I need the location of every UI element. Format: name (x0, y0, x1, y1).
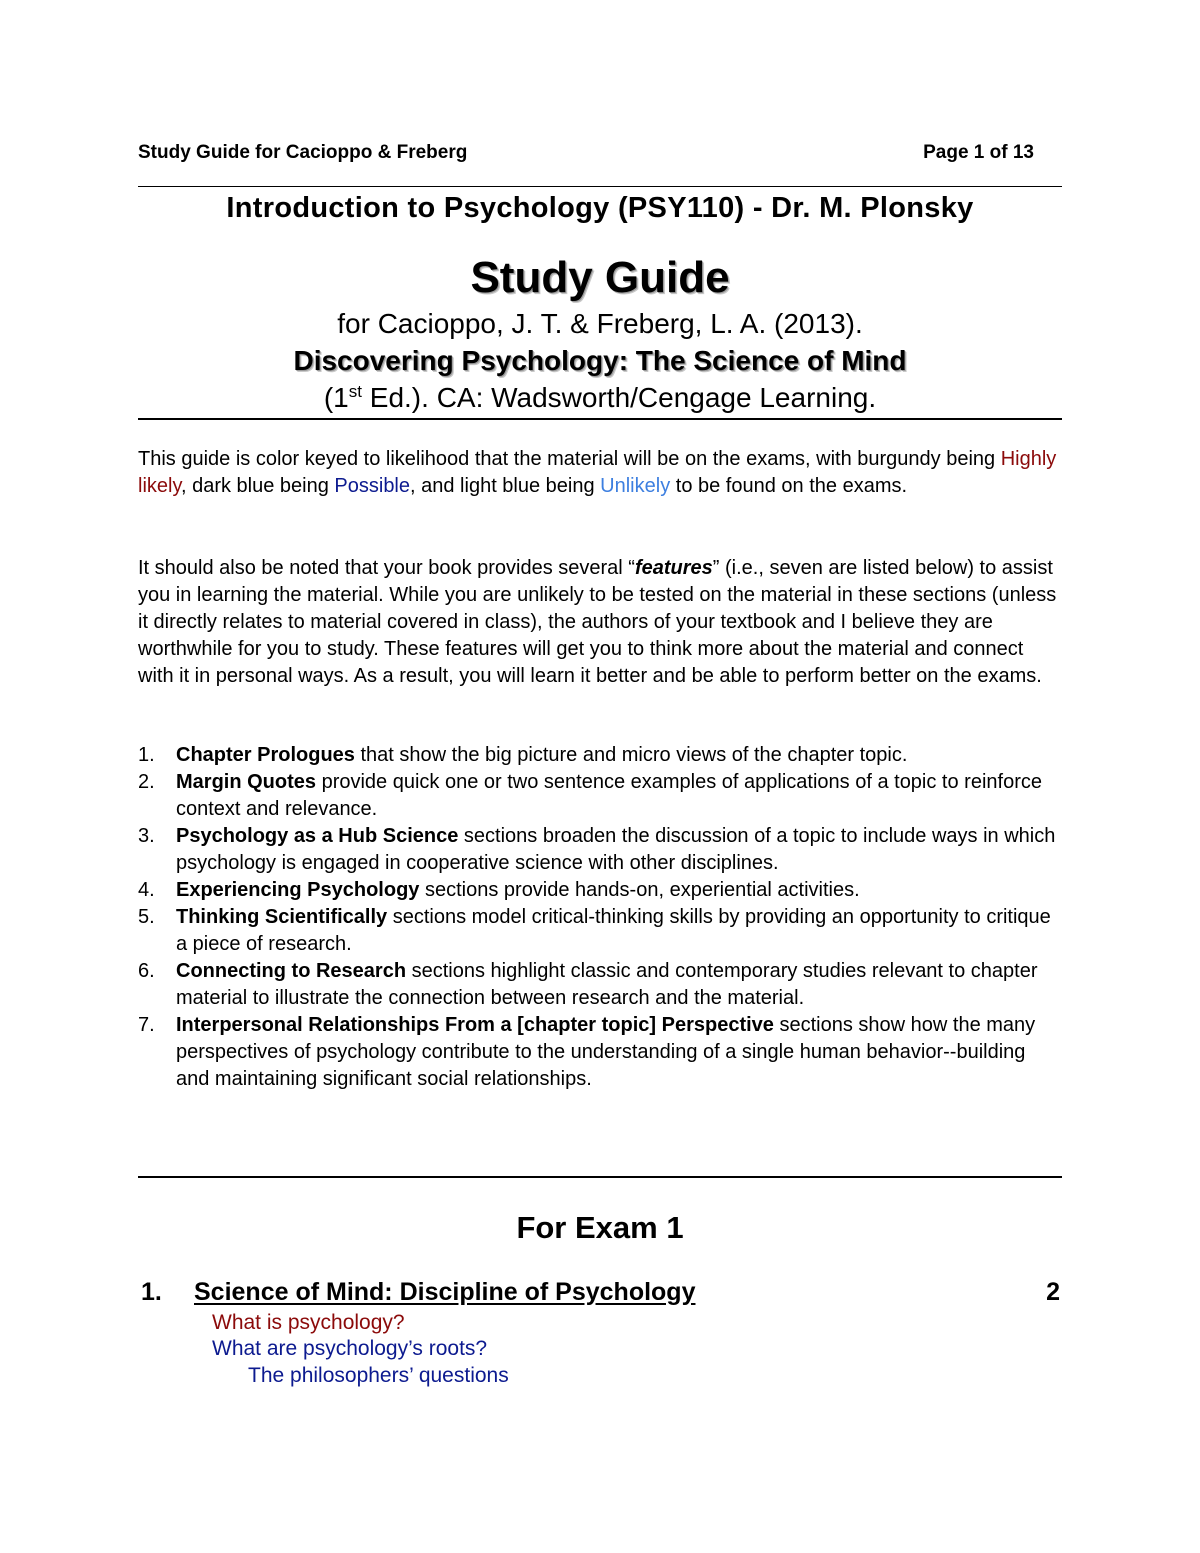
feature-name: Connecting to Research (176, 960, 407, 982)
list-item: 2. Margin Quotes provide quick one or two sentence examples of applications of a topic to reinforce context and relevance. (138, 771, 1042, 820)
page-header (138, 142, 1062, 164)
title-divider (138, 418, 1062, 420)
feature-name: Margin Quotes (176, 771, 317, 793)
highly-likely-label: Highly likely (138, 448, 1057, 497)
course-title: Introduction to Psychology (PSY110) - Dr. M. Plonsky (226, 192, 974, 224)
feature-name: Chapter Prologues (176, 744, 355, 766)
list-item: 1. Chapter Prologues that show the big picture and micro views of the chapter topic. (138, 744, 908, 766)
chapter-number: 1. (141, 1278, 162, 1306)
document-page (138, 0, 1062, 1553)
list-item: 3. Psychology as a Hub Science sections broaden the discussion of a topic to include ways in which psychology is engaged in cooperative science with other disciplines. (138, 825, 1056, 874)
topic-item: What is psychology? (212, 1311, 405, 1334)
reference-edition: (1st Ed.). CA: Wadsworth/Cengage Learning. (323, 382, 877, 413)
topic-item: What are psychology’s roots? (212, 1337, 488, 1360)
reference-book-title: Discovering Psychology: The Science of Mind (293, 345, 907, 376)
guide-title: Study Guide (470, 253, 730, 302)
header-guide-title: Study Guide for Cacioppo & Freberg (138, 142, 468, 163)
list-item: 4. Experiencing Psychology sections provide hands-on, experiential activities. (138, 879, 860, 901)
feature-name: Interpersonal Relationships From a [chapter topic] Perspective (176, 1014, 774, 1036)
feature-name: Psychology as a Hub Science (176, 825, 459, 847)
features-list (138, 742, 1062, 1093)
feature-name: Thinking Scientifically (176, 906, 388, 928)
header-page-number: Page 1 of 13 (923, 142, 1034, 163)
list-item: 5. Thinking Scientifically sections model critical-thinking skills by providing an opportunity to critique a piece of research. (138, 906, 1051, 955)
chapter-title: Science of Mind: Discipline of Psychology (194, 1278, 696, 1306)
features-emphasis: features (634, 557, 713, 579)
color-key-paragraph: This guide is color keyed to likelihood that the material will be on the exams, with burgundy being Highly likely, dark blue being Possible, and light blue being Unlikely to be found on the exams. (138, 448, 1057, 497)
chapter-page-number: 2 (1046, 1278, 1060, 1306)
subtopic-item: The philosophers’ questions (248, 1364, 509, 1387)
unlikely-label: Unlikely (600, 475, 671, 497)
exam-heading: For Exam 1 (516, 1210, 684, 1245)
list-item: 7. Interpersonal Relationships From a [chapter topic] Perspective sections show how the many perspectives of psychology contribute to the understanding of a single human behavior--building and maintaining significant social relationships. (138, 1014, 1036, 1090)
header-divider (138, 186, 1062, 187)
list-item: 6. Connecting to Research sections highlight classic and contemporary studies relevant to chapter material to illustrate the connection between research and the material. (138, 960, 1038, 1009)
reference-authors: for Cacioppo, J. T. & Freberg, L. A. (2013). (337, 308, 863, 339)
possible-label: Possible (334, 475, 411, 497)
features-intro-paragraph: It should also be noted that your book provides several “features” (i.e., seven are listed below) to assist you in learning the material. While you are unlikely to be tested on the material in these sections (unless it directly relates to material covered in class), the authors of your textbook and I believe they are worthwhile for you to study. These features will get you to think more about the material and connect with it in personal ways. As a result, you will learn it better and be able to perform better on the exams. (138, 557, 1057, 687)
edition-superscript: st (348, 382, 362, 401)
feature-name: Experiencing Psychology (176, 879, 420, 901)
section-divider (138, 1176, 1062, 1178)
